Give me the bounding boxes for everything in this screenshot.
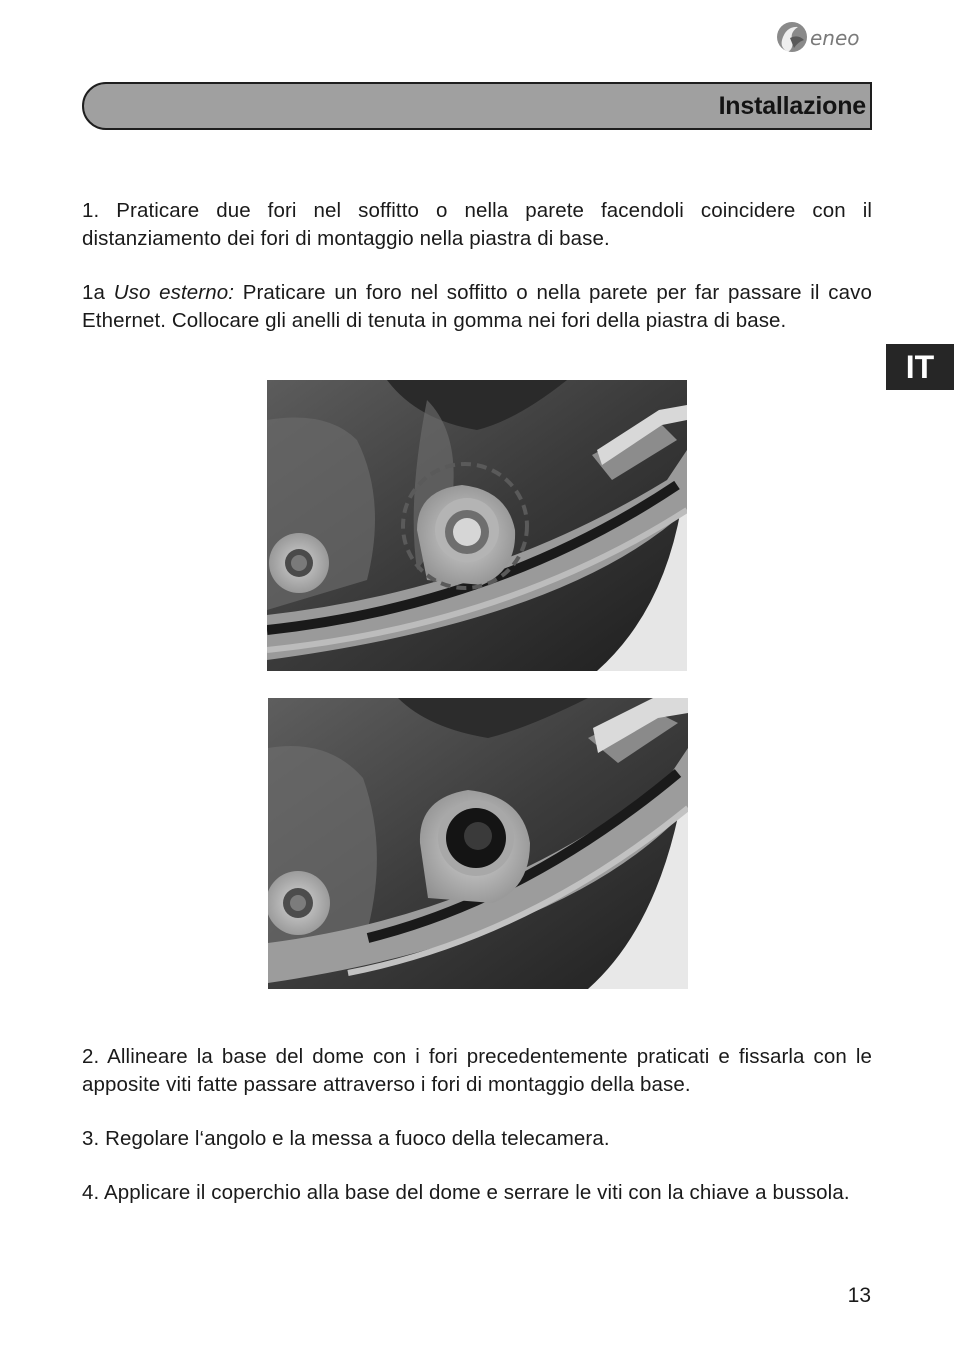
step-1a-prefix: 1a xyxy=(82,281,114,304)
step-1a-label: Uso esterno: xyxy=(113,281,235,304)
section-title: Installazione xyxy=(718,92,866,120)
language-tab: IT xyxy=(886,344,954,390)
eneo-logo-wordmark: eneo xyxy=(810,26,860,50)
photo-rubber-seal xyxy=(268,698,688,989)
step-1-text: 1. Praticare due fori nel soffitto o nella parete facendoli coincidere con il distanziamento dei fori di montaggio nella piastra di base. xyxy=(82,199,872,250)
step-1a-text xyxy=(82,279,872,334)
page-number: 13 xyxy=(847,1284,871,1307)
eneo-logo xyxy=(776,18,876,58)
step-1a-body: Praticare un foro nel soffitto o nella parete per far passare il cavo Ethernet. Collocare gli anelli di tenuta in gomma nei fori della piastra di base. xyxy=(82,281,872,332)
step-4-text: 4. Applicare il coperchio alla base del dome e serrare le viti con la chiave a bussola. xyxy=(82,1181,850,1204)
section-header-bar xyxy=(82,82,872,130)
step-3-text: 3. Regolare l‘angolo e la messa a fuoco della telecamera. xyxy=(82,1127,610,1150)
eneo-logo-icon xyxy=(777,22,807,52)
photo-mounting-hole xyxy=(267,380,687,671)
step-2-text: 2. Allineare la base del dome con i fori precedentemente praticati e fissarla con le apposite viti fatte passare attraverso i fori di montaggio della base. xyxy=(82,1045,872,1096)
